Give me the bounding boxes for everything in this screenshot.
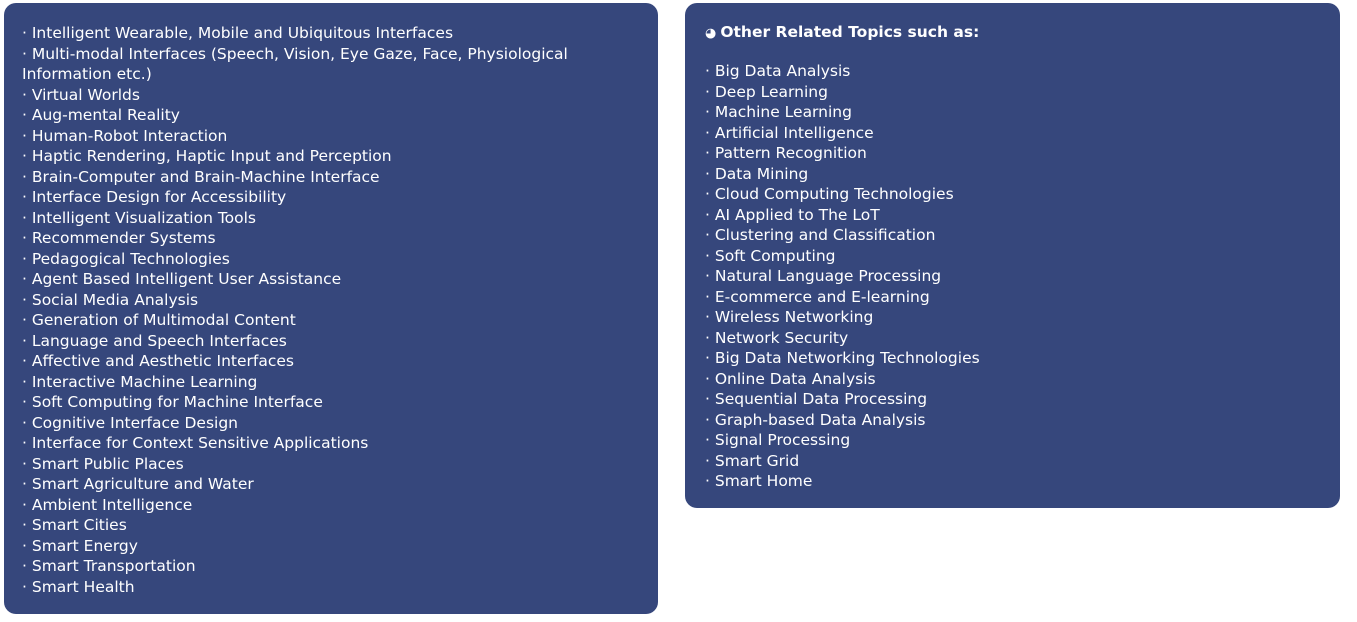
topic-item: · Smart Health (22, 577, 135, 596)
topic-item: · Smart Grid (705, 451, 800, 470)
topics-list-right (705, 61, 1320, 492)
topic-item: · AI Applied to The LoT (705, 205, 880, 224)
related-topics-heading-text: Other Related Topics such as: (720, 23, 980, 41)
topic-item: · Online Data Analysis (705, 369, 876, 388)
topic-item: · Clustering and Classification (705, 226, 936, 244)
topic-item: · Big Data Networking Technologies (705, 349, 980, 367)
topic-item: · Intelligent Wearable, Mobile and Ubiquitous Interfaces (22, 24, 454, 42)
topic-item: · Pedagogical Technologies (22, 249, 230, 268)
topic-item: · Language and Speech Interfaces (22, 331, 287, 350)
topic-item: · Signal Processing (705, 431, 851, 449)
topic-item: · Machine Learning (705, 103, 852, 121)
topic-item: · Deep Learning (705, 82, 828, 101)
topic-item: · Cloud Computing Technologies (705, 185, 954, 203)
topics-panel-right (685, 3, 1340, 508)
topic-item: · Generation of Multimodal Content (22, 311, 296, 329)
topic-item: · Wireless Networking (705, 308, 874, 326)
topic-item: · Smart Cities (22, 516, 127, 534)
topic-item: · Network Security (705, 328, 849, 347)
topic-item: · Interface Design for Accessibility (22, 188, 287, 206)
topic-item: · Brain-Computer and Brain-Machine Interface (22, 167, 380, 186)
topic-item: · Pattern Recognition (705, 144, 867, 162)
topic-item: · Artificial Intelligence (705, 123, 874, 142)
topic-item: · Smart Transportation (22, 557, 196, 575)
topic-item: · Affective and Aesthetic Interfaces (22, 352, 294, 370)
topic-item: · Social Media Analysis (22, 290, 199, 309)
topic-item: · Virtual Worlds (22, 85, 140, 104)
topic-item: · Interactive Machine Learning (22, 372, 258, 391)
topic-item: · Cognitive Interface Design (22, 413, 238, 432)
topic-item: · Agent Based Intelligent User Assistance (22, 270, 342, 288)
topic-item: · Multi-modal Interfaces (Speech, Vision, Eye Gaze, Face, Physiological Information etc.) (22, 44, 568, 83)
topic-item: · Graph-based Data Analysis (705, 410, 926, 429)
pie-bullet-icon: ◕ (705, 26, 717, 41)
topics-panel-left (4, 3, 658, 614)
topic-item: · Data Mining (705, 164, 809, 183)
topic-item: · Natural Language Processing (705, 267, 942, 285)
topic-item: · Human-Robot Interaction (22, 126, 228, 145)
topic-item: · Smart Home (705, 472, 813, 490)
topic-item: · Soft Computing for Machine Interface (22, 393, 323, 411)
topic-item: · Ambient Intelligence (22, 495, 193, 514)
topic-item: · E-commerce and E-learning (705, 287, 930, 306)
topic-item: · Smart Agriculture and Water (22, 475, 254, 493)
topic-item: · Recommender Systems (22, 229, 216, 247)
topic-item: · Soft Computing (705, 246, 836, 265)
topic-item: · Sequential Data Processing (705, 390, 928, 408)
related-topics-heading (705, 22, 1320, 44)
topics-list-left (22, 23, 640, 597)
topic-item: · Smart Energy (22, 536, 138, 555)
topic-item: · Intelligent Visualization Tools (22, 208, 256, 227)
topic-item: · Big Data Analysis (705, 62, 851, 80)
topic-item: · Aug-mental Reality (22, 106, 180, 124)
topic-item: · Smart Public Places (22, 454, 184, 473)
topic-item: · Haptic Rendering, Haptic Input and Perception (22, 147, 392, 165)
topic-item: · Interface for Context Sensitive Applications (22, 434, 369, 452)
